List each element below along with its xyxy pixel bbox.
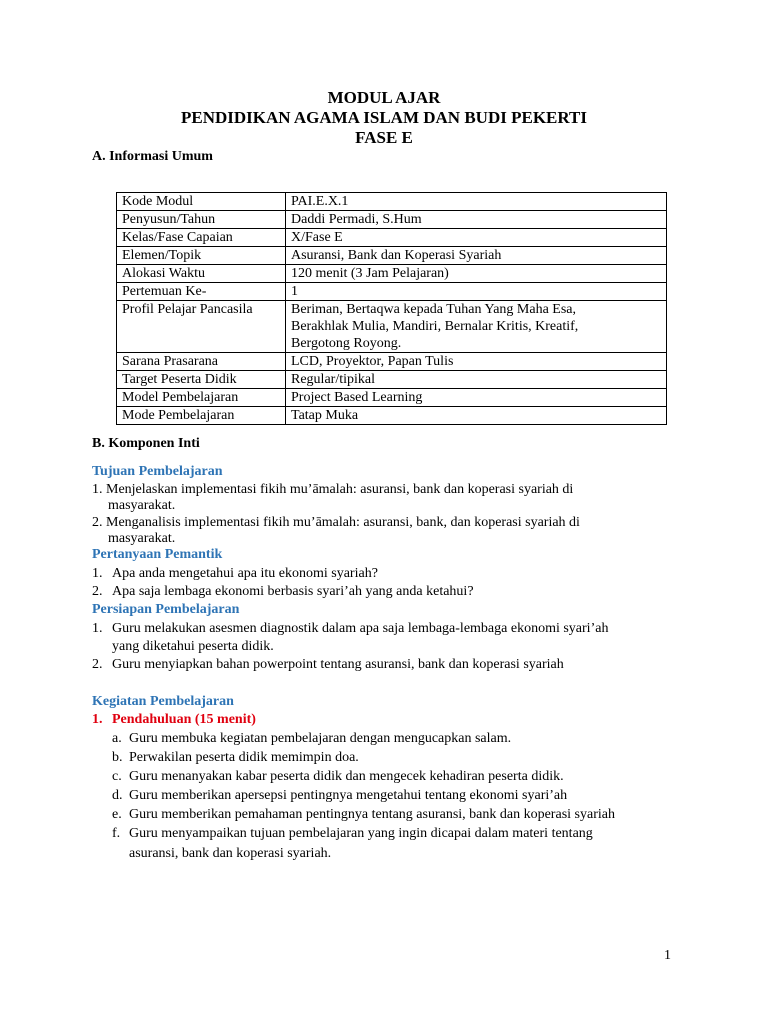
info-value: LCD, Proyektor, Papan Tulis bbox=[286, 353, 667, 371]
info-row bbox=[117, 283, 667, 301]
info-key: Alokasi Waktu bbox=[117, 265, 286, 283]
module-title: MODUL AJAR bbox=[327, 88, 441, 107]
phase-title: FASE E bbox=[355, 128, 413, 147]
pertanyaan-heading: Pertanyaan Pemantik bbox=[92, 547, 223, 562]
info-key: Kode Modul bbox=[117, 193, 286, 211]
list-text: Guru menyiapkan bahan powerpoint tentang asuransi, bank dan koperasi syariah bbox=[112, 657, 564, 672]
info-key: Penyusun/Tahun bbox=[117, 211, 286, 229]
info-value: Daddi Permadi, S.Hum bbox=[286, 211, 667, 229]
list-text: Guru memberikan apersepsi pentingnya mengetahui tentang ekonomi syari’ah bbox=[129, 788, 568, 803]
list-number: 1. bbox=[92, 621, 103, 636]
info-value: Project Based Learning bbox=[286, 389, 667, 407]
list-item bbox=[92, 583, 474, 601]
info-key: Mode Pembelajaran bbox=[117, 407, 286, 425]
tujuan-heading: Tujuan Pembelajaran bbox=[92, 464, 223, 479]
list-text: Guru menanyakan kabar peserta didik dan mengecek kehadiran peserta didik. bbox=[129, 769, 564, 784]
info-value: X/Fase E bbox=[286, 229, 667, 247]
list-item bbox=[112, 730, 511, 748]
kegiatan-heading: Kegiatan Pembelajaran bbox=[92, 694, 234, 709]
list-item bbox=[112, 825, 674, 843]
info-table bbox=[116, 192, 667, 425]
list-text-continued: masyarakat. bbox=[108, 531, 176, 546]
info-row bbox=[117, 353, 667, 371]
list-item bbox=[92, 656, 564, 674]
list-text: Guru melakukan asesmen diagnostik dalam apa saja lembaga-lembaga ekonomi syari’ah bbox=[112, 621, 609, 636]
list-item bbox=[92, 620, 608, 638]
list-item bbox=[112, 806, 615, 824]
pendahuluan-heading bbox=[92, 711, 256, 729]
list-text: Menjelaskan implementasi fikih mu’āmalah: asuransi, bank dan koperasi syariah di bbox=[106, 482, 574, 497]
list-text: Guru memberikan pemahaman pentingnya tentang asuransi, bank dan koperasi syariah bbox=[129, 807, 615, 822]
list-letter: d. bbox=[112, 788, 123, 803]
info-value: 120 menit (3 Jam Pelajaran) bbox=[286, 265, 667, 283]
info-row bbox=[117, 265, 667, 283]
list-letter: b. bbox=[112, 750, 123, 765]
list-letter: f. bbox=[112, 826, 121, 841]
info-key: Sarana Prasarana bbox=[117, 353, 286, 371]
list-text: Apa anda mengetahui apa itu ekonomi syariah? bbox=[112, 566, 378, 581]
subject-title: PENDIDIKAN AGAMA ISLAM DAN BUDI PEKERTI bbox=[180, 108, 588, 127]
list-letter: a. bbox=[112, 731, 122, 746]
info-key: Model Pembelajaran bbox=[117, 389, 286, 407]
list-text-continued: yang diketahui peserta didik. bbox=[112, 639, 274, 654]
list-number: 1. bbox=[92, 482, 103, 497]
section-b-heading: B. Komponen Inti bbox=[92, 436, 200, 451]
page-number: 1 bbox=[664, 948, 671, 963]
sub-heading-text: Pendahuluan (15 menit) bbox=[112, 712, 256, 727]
list-number: 2. bbox=[92, 515, 103, 530]
info-value: PAI.E.X.1 bbox=[286, 193, 667, 211]
info-row bbox=[117, 389, 667, 407]
list-text: Menganalisis implementasi fikih mu’āmalah: asuransi, bank, dan koperasi syariah di bbox=[106, 515, 580, 530]
list-text: Guru membuka kegiatan pembelajaran dengan mengucapkan salam. bbox=[129, 731, 512, 746]
list-number: 2. bbox=[92, 657, 103, 672]
info-key: Pertemuan Ke- bbox=[117, 283, 286, 301]
list-text-continued: asuransi, bank dan koperasi syariah. bbox=[129, 846, 332, 861]
info-row bbox=[117, 301, 667, 353]
list-number: 1. bbox=[92, 566, 103, 581]
info-value: Asuransi, Bank dan Koperasi Syariah bbox=[286, 247, 667, 265]
list-number: 2. bbox=[92, 584, 103, 599]
info-row bbox=[117, 229, 667, 247]
list-item bbox=[112, 787, 567, 805]
list-text-continued: masyarakat. bbox=[108, 498, 176, 513]
persiapan-heading: Persiapan Pembelajaran bbox=[92, 602, 240, 617]
list-item bbox=[112, 768, 564, 786]
info-key: Profil Pelajar Pancasila bbox=[117, 301, 286, 353]
info-key: Elemen/Topik bbox=[117, 247, 286, 265]
info-value: Tatap Muka bbox=[286, 407, 667, 425]
info-row bbox=[117, 193, 667, 211]
list-number: 1. bbox=[92, 712, 103, 727]
list-text: Perwakilan peserta didik memimpin doa. bbox=[129, 750, 359, 765]
list-letter: e. bbox=[112, 807, 122, 822]
info-value: 1 bbox=[286, 283, 667, 301]
section-a-heading: A. Informasi Umum bbox=[92, 149, 213, 164]
info-value: Regular/tipikal bbox=[286, 371, 667, 389]
list-item bbox=[112, 749, 359, 767]
info-row bbox=[117, 247, 667, 265]
list-text: Apa saja lembaga ekonomi berbasis syari’ah yang anda ketahui? bbox=[112, 584, 474, 599]
list-text: Guru menyampaikan tujuan pembelajaran yang ingin dicapai dalam materi tentang bbox=[129, 826, 593, 841]
info-key: Target Peserta Didik bbox=[117, 371, 286, 389]
info-row bbox=[117, 371, 667, 389]
list-letter: c. bbox=[112, 769, 122, 784]
list-item bbox=[92, 565, 378, 583]
info-value: Beriman, Bertaqwa kepada Tuhan Yang Maha Esa, Berakhlak Mulia, Mandiri, Bernalar Kritis, Kreatif, Bergotong Royong. bbox=[286, 301, 667, 353]
info-key: Kelas/Fase Capaian bbox=[117, 229, 286, 247]
info-row bbox=[117, 211, 667, 229]
info-row bbox=[117, 407, 667, 425]
